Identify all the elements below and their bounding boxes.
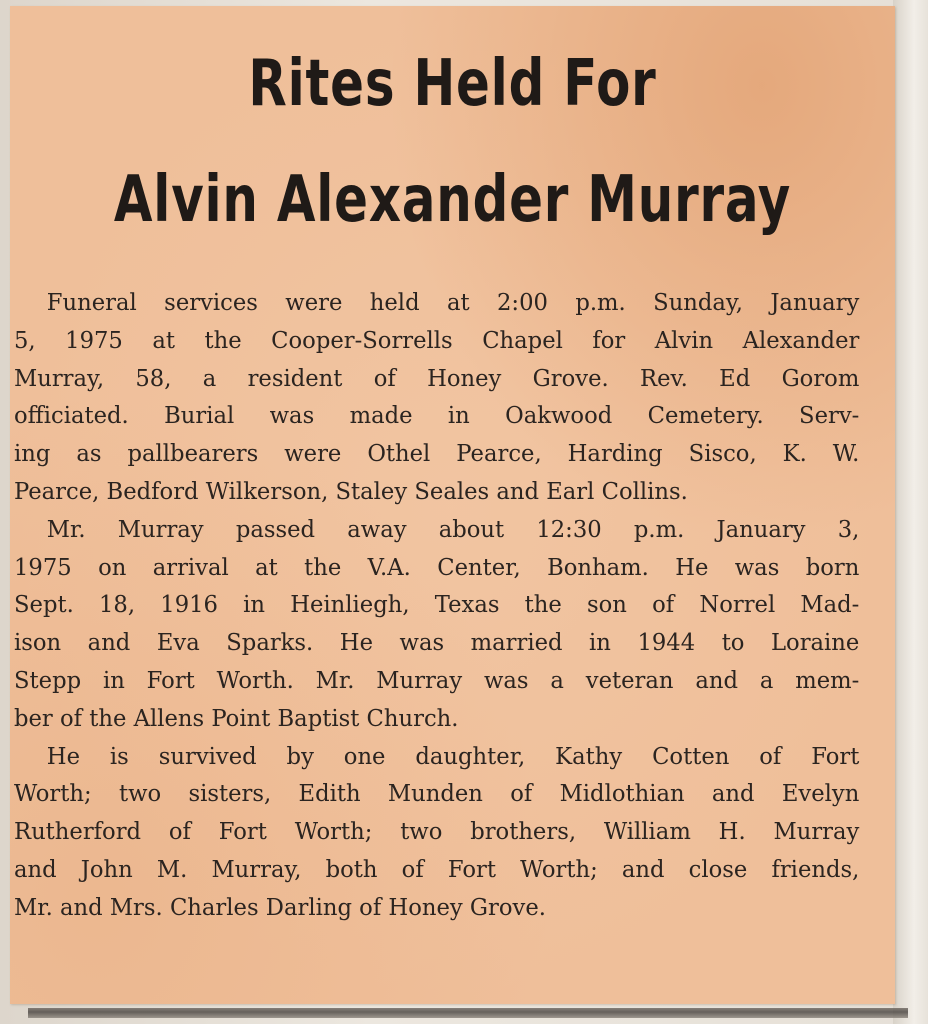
- body-line: Rutherford of Fort Worth; two brothers, William H. Murray: [14, 817, 860, 846]
- body-line: Murray, 58, a resident of Honey Grove. Rev. Ed Gorom: [14, 363, 860, 392]
- body-line: ber of the Allens Point Baptist Church.: [14, 703, 459, 732]
- page-edge: [893, 0, 928, 1024]
- bottom-rule: [28, 1008, 908, 1018]
- body-line: officiated. Burial was made in Oakwood Cemetery. Serv-: [14, 401, 860, 430]
- body-line: Stepp in Fort Worth. Mr. Murray was a veteran and a mem-: [14, 665, 860, 694]
- body-line: Funeral services were held at 2:00 p.m. Sunday, January: [46, 288, 860, 316]
- body-line: ison and Eva Sparks. He was married in 1944 to Loraine: [14, 628, 860, 657]
- obituary-body: [14, 284, 890, 927]
- body-line: Mr. Murray passed away about 12:30 p.m. January 3,: [46, 514, 860, 543]
- body-line: and John M. Murray, both of Fort Worth; and close friends,: [14, 854, 860, 883]
- headline-line-1: Rites Held For: [248, 47, 657, 121]
- body-line: Mr. and Mrs. Charles Darling of Honey Grove.: [14, 892, 546, 921]
- body-line: 5, 1975 at the Cooper-Sorrells Chapel for Alvin Alexander: [14, 325, 860, 354]
- body-line: He is survived by one daughter, Kathy Cotten of Fort: [46, 741, 860, 770]
- body-line: Pearce, Bedford Wilkerson, Staley Seales and Earl Collins.: [14, 476, 688, 505]
- body-line: 1975 on arrival at the V.A. Center, Bonham. He was born: [14, 552, 860, 581]
- body-line: Worth; two sisters, Edith Munden of Midlothian and Evelyn: [14, 779, 860, 808]
- body-line: Sept. 18, 1916 in Heinliegh, Texas the son of Norrel Mad-: [14, 590, 860, 619]
- body-line: ing as pallbearers were Othel Pearce, Harding Sisco, K. W.: [14, 439, 860, 468]
- headline-line-2: Alvin Alexander Murray: [113, 163, 792, 237]
